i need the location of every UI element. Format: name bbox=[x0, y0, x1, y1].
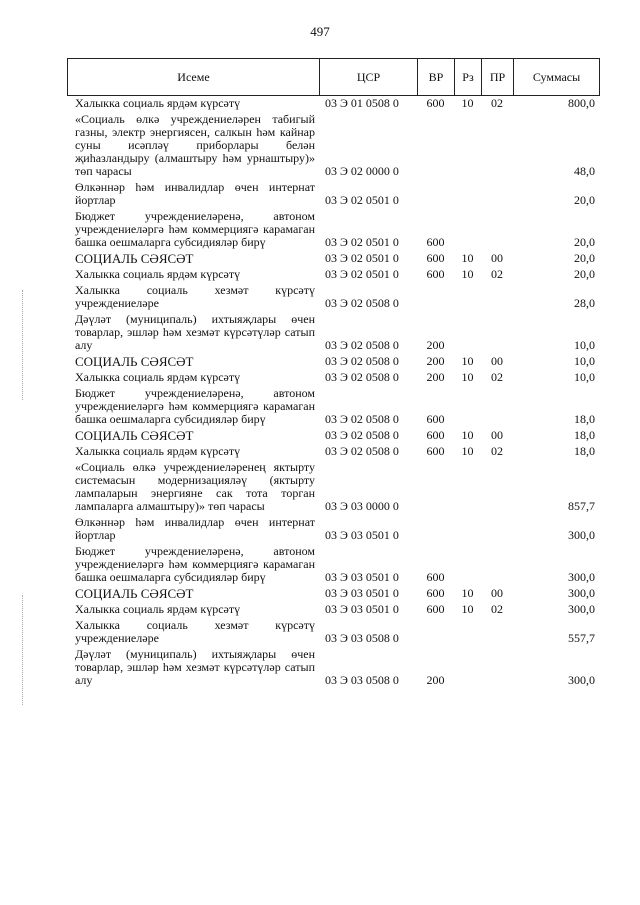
cell-vr bbox=[417, 283, 454, 312]
cell-csr: 03 Э 03 0501 0 bbox=[325, 528, 399, 542]
cell-name: СОЦИАЛЬ СӘЯСӘТ bbox=[75, 354, 194, 369]
cell-name: «Социаль өлкә учреждениеләренең яктырту системасын модернизацияләү (яктырту лампаларын энергияне сак тота торган лампаларга алмаштыру)» төп чарасы bbox=[75, 460, 315, 513]
cell-pr: 02 bbox=[491, 444, 503, 458]
cell-vr bbox=[417, 460, 454, 515]
cell-pr: 02 bbox=[491, 370, 503, 384]
table-row bbox=[67, 586, 599, 602]
cell-vr: 600 bbox=[426, 267, 445, 281]
cell-rz: 10 bbox=[461, 251, 474, 265]
table-row bbox=[67, 544, 599, 586]
cell-csr: 03 Э 03 0508 0 bbox=[325, 631, 399, 645]
cell-csr: 03 Э 02 0508 0 bbox=[325, 444, 399, 458]
cell-name: Дәүләт (муниципаль) ихтыяҗлары өчен товарлар, эшләр һәм хезмәт күрсәтүләр сатып алу bbox=[75, 312, 315, 352]
cell-name: Халыкка социаль ярдәм күрсәтү bbox=[75, 96, 241, 110]
table-row bbox=[67, 312, 599, 354]
cell-pr: 00 bbox=[491, 586, 503, 600]
cell-csr: 03 Э 02 0501 0 bbox=[325, 251, 399, 265]
cell-sum: 20,0 bbox=[574, 193, 595, 207]
header-vr: ВР bbox=[418, 59, 455, 96]
cell-name: Өлкәннәр һәм инвалидлар өчен интернат йортлар bbox=[75, 515, 315, 542]
cell-pr bbox=[481, 544, 513, 586]
cell-pr: 00 bbox=[491, 428, 503, 442]
cell-name: Халыкка социаль ярдәм күрсәтү bbox=[75, 267, 241, 281]
cell-name: Бюджет учреждениеләренә, автоном учреждениеләргә һәм коммерциягә карамаган башка оешмаларга субсидияләр бирү bbox=[75, 386, 315, 426]
cell-rz: 10 bbox=[461, 96, 474, 110]
table-row bbox=[67, 602, 599, 618]
table-row bbox=[67, 370, 599, 386]
cell-rz bbox=[454, 544, 481, 586]
table-row bbox=[67, 618, 599, 647]
cell-sum: 10,0 bbox=[574, 370, 595, 384]
header-pr: ПР bbox=[482, 59, 514, 96]
cell-pr: 00 bbox=[491, 354, 503, 368]
cell-csr: 03 Э 02 0508 0 bbox=[325, 296, 399, 310]
cell-vr: 200 bbox=[426, 354, 445, 368]
cell-name: Халыкка социаль хезмәт күрсәтү учреждениеләре bbox=[75, 618, 315, 645]
cell-sum: 557,7 bbox=[568, 631, 595, 645]
cell-name: Бюджет учреждениеләренә, автоном учреждениеләргә һәм коммерциягә карамаган башка оешмаларга субсидияләр бирү bbox=[75, 209, 315, 249]
table-row bbox=[67, 354, 599, 370]
cell-pr: 02 bbox=[491, 267, 503, 281]
cell-name: «Социаль өлкә учреждениеләрен табигый газны, электр энергиясен, салкын һәм кайнар суны исәпләү приборлары белән җиһазландыру (алмаштыру һәм урнаштыру)» төп чарасы bbox=[75, 112, 315, 178]
cell-vr bbox=[417, 112, 454, 180]
table-row bbox=[67, 460, 599, 515]
cell-name: СОЦИАЛЬ СӘЯСӘТ bbox=[75, 251, 194, 266]
cell-sum: 20,0 bbox=[574, 235, 595, 249]
cell-sum: 300,0 bbox=[568, 586, 595, 600]
cell-rz bbox=[454, 460, 481, 515]
cell-csr: 03 Э 02 0508 0 bbox=[325, 370, 399, 384]
header-name: Исеме bbox=[68, 59, 320, 96]
cell-csr: 03 Э 03 0501 0 bbox=[325, 586, 399, 600]
cell-vr bbox=[417, 515, 454, 544]
cell-sum: 20,0 bbox=[574, 267, 595, 281]
cell-pr bbox=[481, 112, 513, 180]
cell-sum: 857,7 bbox=[568, 499, 595, 513]
cell-pr bbox=[481, 647, 513, 689]
cell-pr bbox=[481, 312, 513, 354]
cell-csr: 03 Э 02 0501 0 bbox=[325, 267, 399, 281]
cell-pr bbox=[481, 283, 513, 312]
table-row bbox=[67, 180, 599, 209]
page-number: 497 bbox=[310, 24, 330, 39]
table-row bbox=[67, 251, 599, 267]
cell-rz: 10 bbox=[461, 444, 474, 458]
cell-sum: 18,0 bbox=[574, 444, 595, 458]
cell-rz: 10 bbox=[461, 354, 474, 368]
cell-rz: 10 bbox=[461, 586, 474, 600]
cell-name: Дәүләт (муниципаль) ихтыяҗлары өчен товарлар, эшләр һәм хезмәт күрсәтүләр сатып алу bbox=[75, 647, 315, 687]
cell-csr: 03 Э 02 0508 0 bbox=[325, 428, 399, 442]
cell-vr: 600 bbox=[426, 235, 445, 249]
cell-vr: 600 bbox=[426, 586, 445, 600]
cell-csr: 03 Э 03 0501 0 bbox=[325, 602, 399, 616]
cell-rz: 10 bbox=[461, 267, 474, 281]
cell-sum: 28,0 bbox=[574, 296, 595, 310]
table-row bbox=[67, 283, 599, 312]
cell-name: Халыкка социаль ярдәм күрсәтү bbox=[75, 444, 241, 458]
cell-vr: 600 bbox=[426, 96, 445, 110]
cell-vr: 600 bbox=[426, 428, 445, 442]
binding-margin-dots bbox=[22, 595, 25, 705]
cell-sum: 18,0 bbox=[574, 428, 595, 442]
cell-csr: 03 Э 02 0508 0 bbox=[325, 354, 399, 368]
table-row bbox=[67, 428, 599, 444]
cell-rz: 10 bbox=[461, 370, 474, 384]
cell-rz bbox=[454, 618, 481, 647]
cell-csr: 03 Э 03 0000 0 bbox=[325, 499, 399, 513]
table-row bbox=[67, 209, 599, 251]
cell-rz bbox=[454, 386, 481, 428]
cell-pr bbox=[481, 460, 513, 515]
cell-vr bbox=[417, 618, 454, 647]
header-sum: Суммасы bbox=[514, 59, 600, 96]
cell-name: Халыкка социаль ярдәм күрсәтү bbox=[75, 602, 241, 616]
cell-name: Халыкка социаль ярдәм күрсәтү bbox=[75, 370, 241, 384]
cell-csr: 03 Э 01 0508 0 bbox=[325, 96, 399, 110]
cell-csr: 03 Э 02 0508 0 bbox=[325, 412, 399, 426]
cell-pr bbox=[481, 618, 513, 647]
cell-csr: 03 Э 02 0501 0 bbox=[325, 193, 399, 207]
cell-sum: 20,0 bbox=[574, 251, 595, 265]
cell-sum: 300,0 bbox=[568, 570, 595, 584]
table-row bbox=[67, 267, 599, 283]
cell-name: Бюджет учреждениеләренә, автоном учреждениеләргә һәм коммерциягә карамаган башка оешмаларга субсидияләр бирү bbox=[75, 544, 315, 584]
cell-pr bbox=[481, 515, 513, 544]
cell-pr bbox=[481, 180, 513, 209]
cell-csr: 03 Э 02 0000 0 bbox=[325, 164, 399, 178]
cell-name: Өлкәннәр һәм инвалидлар өчен интернат йортлар bbox=[75, 180, 315, 207]
binding-margin-dots bbox=[22, 290, 25, 400]
cell-csr: 03 Э 02 0508 0 bbox=[325, 338, 399, 352]
cell-sum: 10,0 bbox=[574, 354, 595, 368]
cell-rz bbox=[454, 209, 481, 251]
table-row bbox=[67, 515, 599, 544]
cell-vr: 200 bbox=[426, 673, 445, 687]
cell-rz: 10 bbox=[461, 428, 474, 442]
cell-csr: 03 Э 02 0501 0 bbox=[325, 235, 399, 249]
cell-name: СОЦИАЛЬ СӘЯСӘТ bbox=[75, 586, 194, 601]
cell-rz bbox=[454, 647, 481, 689]
cell-rz bbox=[454, 180, 481, 209]
cell-vr: 600 bbox=[426, 251, 445, 265]
table-row bbox=[67, 386, 599, 428]
table-row bbox=[67, 647, 599, 689]
cell-sum: 300,0 bbox=[568, 528, 595, 542]
cell-rz: 10 bbox=[461, 602, 474, 616]
header-rz: Рз bbox=[455, 59, 482, 96]
cell-pr: 02 bbox=[491, 96, 503, 110]
cell-vr: 600 bbox=[426, 444, 445, 458]
cell-sum: 10,0 bbox=[574, 338, 595, 352]
cell-pr bbox=[481, 209, 513, 251]
table-row bbox=[67, 444, 599, 460]
table-header bbox=[67, 58, 600, 96]
cell-csr: 03 Э 03 0501 0 bbox=[325, 570, 399, 584]
cell-rz bbox=[454, 283, 481, 312]
table-row bbox=[67, 112, 599, 180]
cell-rz bbox=[454, 515, 481, 544]
cell-pr: 00 bbox=[491, 251, 503, 265]
cell-sum: 48,0 bbox=[574, 164, 595, 178]
budget-table bbox=[67, 96, 599, 689]
cell-rz bbox=[454, 112, 481, 180]
cell-vr: 600 bbox=[426, 570, 445, 584]
budget-table-body bbox=[67, 96, 599, 689]
table-row bbox=[67, 96, 599, 112]
cell-vr: 600 bbox=[426, 412, 445, 426]
cell-vr: 200 bbox=[426, 370, 445, 384]
cell-sum: 18,0 bbox=[574, 412, 595, 426]
cell-sum: 300,0 bbox=[568, 673, 595, 687]
cell-vr: 200 bbox=[426, 338, 445, 352]
cell-pr bbox=[481, 386, 513, 428]
cell-vr bbox=[417, 180, 454, 209]
cell-csr: 03 Э 03 0508 0 bbox=[325, 673, 399, 687]
cell-rz bbox=[454, 312, 481, 354]
cell-sum: 800,0 bbox=[568, 96, 595, 110]
cell-name: СОЦИАЛЬ СӘЯСӘТ bbox=[75, 428, 194, 443]
header-csr: ЦСР bbox=[320, 59, 418, 96]
cell-vr: 600 bbox=[426, 602, 445, 616]
cell-name: Халыкка социаль хезмәт күрсәтү учреждениеләре bbox=[75, 283, 315, 310]
cell-sum: 300,0 bbox=[568, 602, 595, 616]
cell-pr: 02 bbox=[491, 602, 503, 616]
